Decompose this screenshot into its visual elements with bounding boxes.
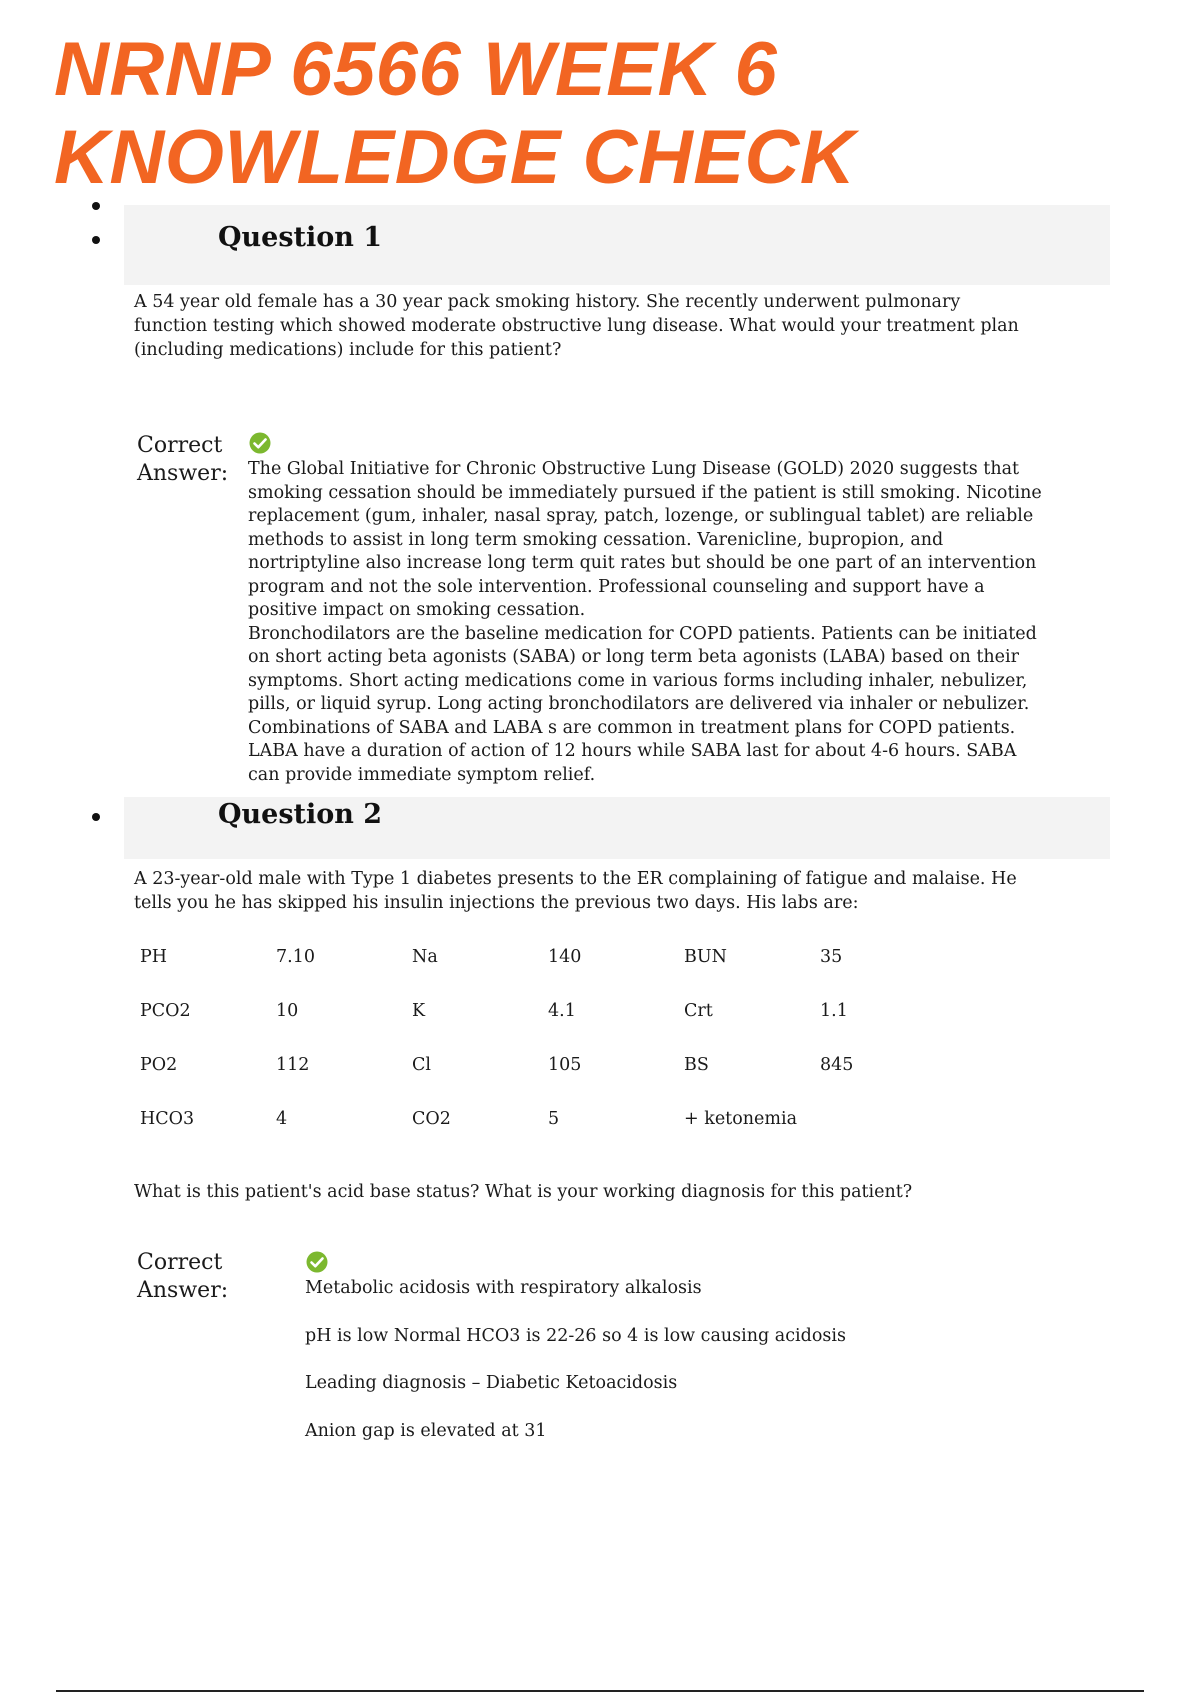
lab-cell: BUN bbox=[684, 947, 727, 967]
question-2-heading: Question 2 bbox=[218, 799, 383, 830]
question-1-answer-label: Correct Answer: bbox=[137, 433, 229, 486]
lab-cell: 845 bbox=[820, 1055, 854, 1075]
question-1-prompt: A 54 year old female has a 30 year pack smoking history. She recently underwent pulmonary function testing which showed moderate obstructive lung disease. What would your treatment plan (including medications) include for this patient? bbox=[134, 292, 1019, 360]
question-2-followup: What is this patient's acid base status? What is your working diagnosis for this patient? bbox=[134, 1182, 913, 1202]
lab-cell: PH bbox=[140, 947, 168, 967]
answer-paragraph: Anion gap is elevated at 31 bbox=[305, 1420, 547, 1441]
lab-cell: + ketonemia bbox=[684, 1109, 798, 1129]
question-1-heading: Question 1 bbox=[218, 222, 383, 253]
lab-cell: Crt bbox=[684, 1001, 713, 1021]
lab-cell: PCO2 bbox=[140, 1001, 191, 1021]
document-title: NRNP 6566 WEEK 6 KNOWLEDGE CHECK bbox=[54, 27, 856, 200]
table-row bbox=[134, 930, 894, 984]
bullet-icon bbox=[92, 202, 100, 210]
lab-cell: 7.10 bbox=[276, 947, 315, 967]
table-row bbox=[134, 1038, 894, 1092]
answer-paragraph: Leading diagnosis – Diabetic Ketoacidosis bbox=[305, 1373, 678, 1393]
lab-cell: 5 bbox=[548, 1109, 560, 1129]
check-circle-icon bbox=[306, 1251, 328, 1273]
lab-cell: 140 bbox=[548, 947, 582, 967]
bullet-icon bbox=[92, 236, 100, 244]
lab-cell: 1.1 bbox=[820, 1001, 848, 1021]
bottom-rule bbox=[56, 1690, 1144, 1692]
bullet-icon bbox=[92, 813, 100, 821]
lab-cell: HCO3 bbox=[140, 1109, 195, 1129]
lab-cell: Cl bbox=[412, 1055, 431, 1075]
answer-paragraph: The Global Initiative for Chronic Obstructive Lung Disease (GOLD) 2020 suggests that smoking cessation should be immediately pursued if the patient is still smoking. Nicotine replacement (gum, inhaler, nasal spray, patch, lozenge, or sublingual tablet) are reliable methods to assist in long term smoking cessation. Varenicline, bupropion, and nortriptyline also increase long term quit rates but should be one part of an intervention program and not the sole intervention. Professional counseling and support have a positive impact on smoking cessation. bbox=[248, 459, 1042, 620]
table-row bbox=[134, 1092, 894, 1146]
lab-cell: 105 bbox=[548, 1055, 582, 1075]
question-2-prompt: A 23-year-old male with Type 1 diabetes presents to the ER complaining of fatigue and malaise. He tells you he has skipped his insulin injections the previous two days. His labs are: bbox=[134, 869, 1017, 913]
lab-cell: BS bbox=[684, 1055, 709, 1075]
lab-cell bbox=[814, 1092, 894, 1146]
check-circle-icon bbox=[249, 432, 271, 454]
question-2-answer-label: Correct Answer: bbox=[137, 1250, 229, 1303]
lab-cell: CO2 bbox=[412, 1109, 451, 1129]
lab-cell: Na bbox=[412, 947, 438, 967]
lab-cell: 10 bbox=[276, 1001, 299, 1021]
lab-cell: 4.1 bbox=[548, 1001, 576, 1021]
question-1-answer bbox=[248, 458, 1048, 787]
labs-table bbox=[134, 930, 894, 1146]
answer-paragraph: Metabolic acidosis with respiratory alkalosis bbox=[305, 1278, 702, 1298]
lab-cell: 112 bbox=[276, 1055, 310, 1075]
question-2-answer bbox=[305, 1277, 1005, 1467]
answer-paragraph: Bronchodilators are the baseline medication for COPD patients. Patients can be initiated on short acting beta agonists (SABA) or long term beta agonists (LABA) based on their symptoms. Short acting medications come in various forms including inhaler, nebulizer, pills, or liquid syrup. Long acting bronchodilators are delivered via inhaler or nebulizer. Combinations of SABA and LABA s are common in treatment plans for COPD patients. LABA have a duration of action of 12 hours while SABA last for about 4-6 hours. SABA can provide immediate symptom relief. bbox=[248, 623, 1037, 785]
answer-paragraph: pH is low Normal HCO3 is 22-26 so 4 is low causing acidosis bbox=[305, 1325, 846, 1346]
lab-cell: K bbox=[412, 1001, 426, 1021]
lab-cell: PO2 bbox=[140, 1055, 178, 1075]
table-row bbox=[134, 984, 894, 1038]
lab-cell: 4 bbox=[276, 1109, 288, 1129]
lab-cell: 35 bbox=[820, 947, 843, 967]
